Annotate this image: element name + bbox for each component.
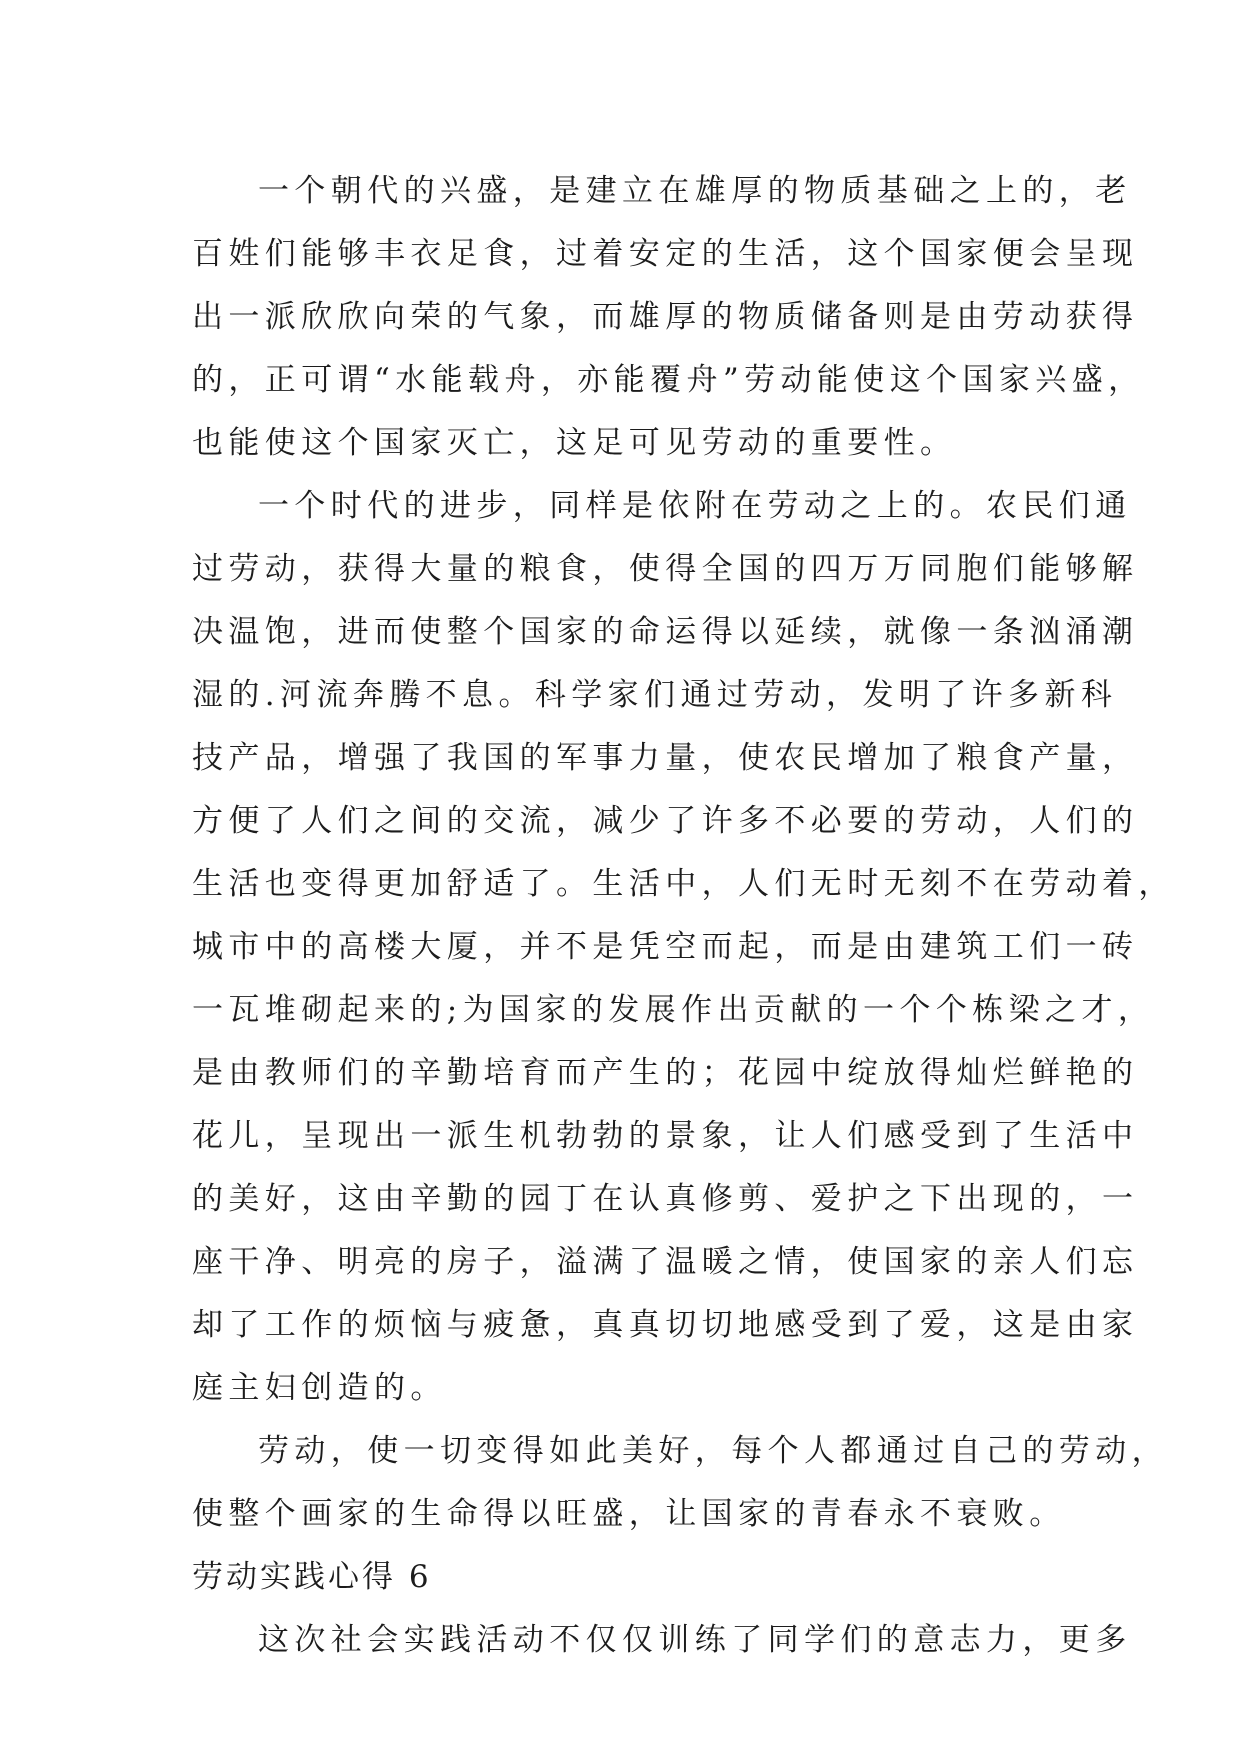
- paragraph-1-line-4: 的，正可谓“水能载舟，亦能覆舟”劳动能使这个国家兴盛，: [192, 362, 1145, 398]
- paragraph-2-line-4: 湿的.河流奔腾不息。科学家们通过劳动，发明了许多新科: [192, 677, 1118, 713]
- paragraph-2-line-1: 一个时代的进步，同样是依附在劳动之上的。农民们通: [258, 488, 1132, 524]
- paragraph-1-line-1: 一个朝代的兴盛，是建立在雄厚的物质基础之上的，老: [258, 173, 1132, 209]
- paragraph-2-line-5: 技产品，增强了我国的军事力量，使农民增加了粮食产量，: [192, 740, 1139, 776]
- paragraph-2-line-14: 却了工作的烦恼与疲惫，真真切切地感受到了爱，这是由家: [192, 1307, 1139, 1343]
- paragraph-3-line-1: 劳动，使一切变得如此美好，每个人都通过自己的劳动，: [258, 1433, 1168, 1469]
- paragraph-2-line-8: 城市中的高楼大厦，并不是凭空而起，而是由建筑工们一砖: [192, 929, 1139, 965]
- document-body: [192, 160, 1175, 1672]
- paragraph-2-line-9: 一瓦堆砌起来的;为国家的发展作出贡献的一个个栋梁之才，: [192, 992, 1155, 1028]
- paragraph-2-line-7: 生活也变得更加舒适了。生活中，人们无时无刻不在劳动着，: [192, 866, 1175, 902]
- paragraph-1-line-3: 出一派欣欣向荣的气象，而雄厚的物质储备则是由劳动获得: [192, 299, 1139, 335]
- paragraph-2-line-10: 是由教师们的辛勤培育而产生的；花园中绽放得灿烂鲜艳的: [192, 1055, 1139, 1091]
- section-heading: 劳动实践心得 6: [192, 1559, 432, 1595]
- paragraph-2-line-15: 庭主妇创造的。: [192, 1370, 447, 1406]
- paragraph-2-line-13: 座干净、明亮的房子，溢满了温暖之情，使国家的亲人们忘: [192, 1244, 1139, 1280]
- paragraph-1-line-2: 百姓们能够丰衣足食，过着安定的生活，这个国家便会呈现: [192, 236, 1139, 272]
- paragraph-2-line-11: 花儿，呈现出一派生机勃勃的景象，让人们感受到了生活中: [192, 1118, 1139, 1154]
- paragraph-1-line-5: 也能使这个国家灭亡，这足可见劳动的重要性。: [192, 425, 957, 461]
- paragraph-2-line-6: 方便了人们之间的交流，减少了许多不必要的劳动，人们的: [192, 803, 1139, 839]
- paragraph-2-line-12: 的美好，这由辛勤的园丁在认真修剪、爱护之下出现的，一: [192, 1181, 1139, 1217]
- paragraph-2-line-3: 决温饱，进而使整个国家的命运得以延续，就像一条汹涌潮: [192, 614, 1139, 650]
- paragraph-4-line-1: 这次社会实践活动不仅仅训练了同学们的意志力，更多: [258, 1622, 1132, 1658]
- paragraph-3-line-2: 使整个画家的生命得以旺盛，让国家的青春永不衰败。: [192, 1496, 1066, 1532]
- paragraph-2-line-2: 过劳动，获得大量的粮食，使得全国的四万万同胞们能够解: [192, 551, 1139, 587]
